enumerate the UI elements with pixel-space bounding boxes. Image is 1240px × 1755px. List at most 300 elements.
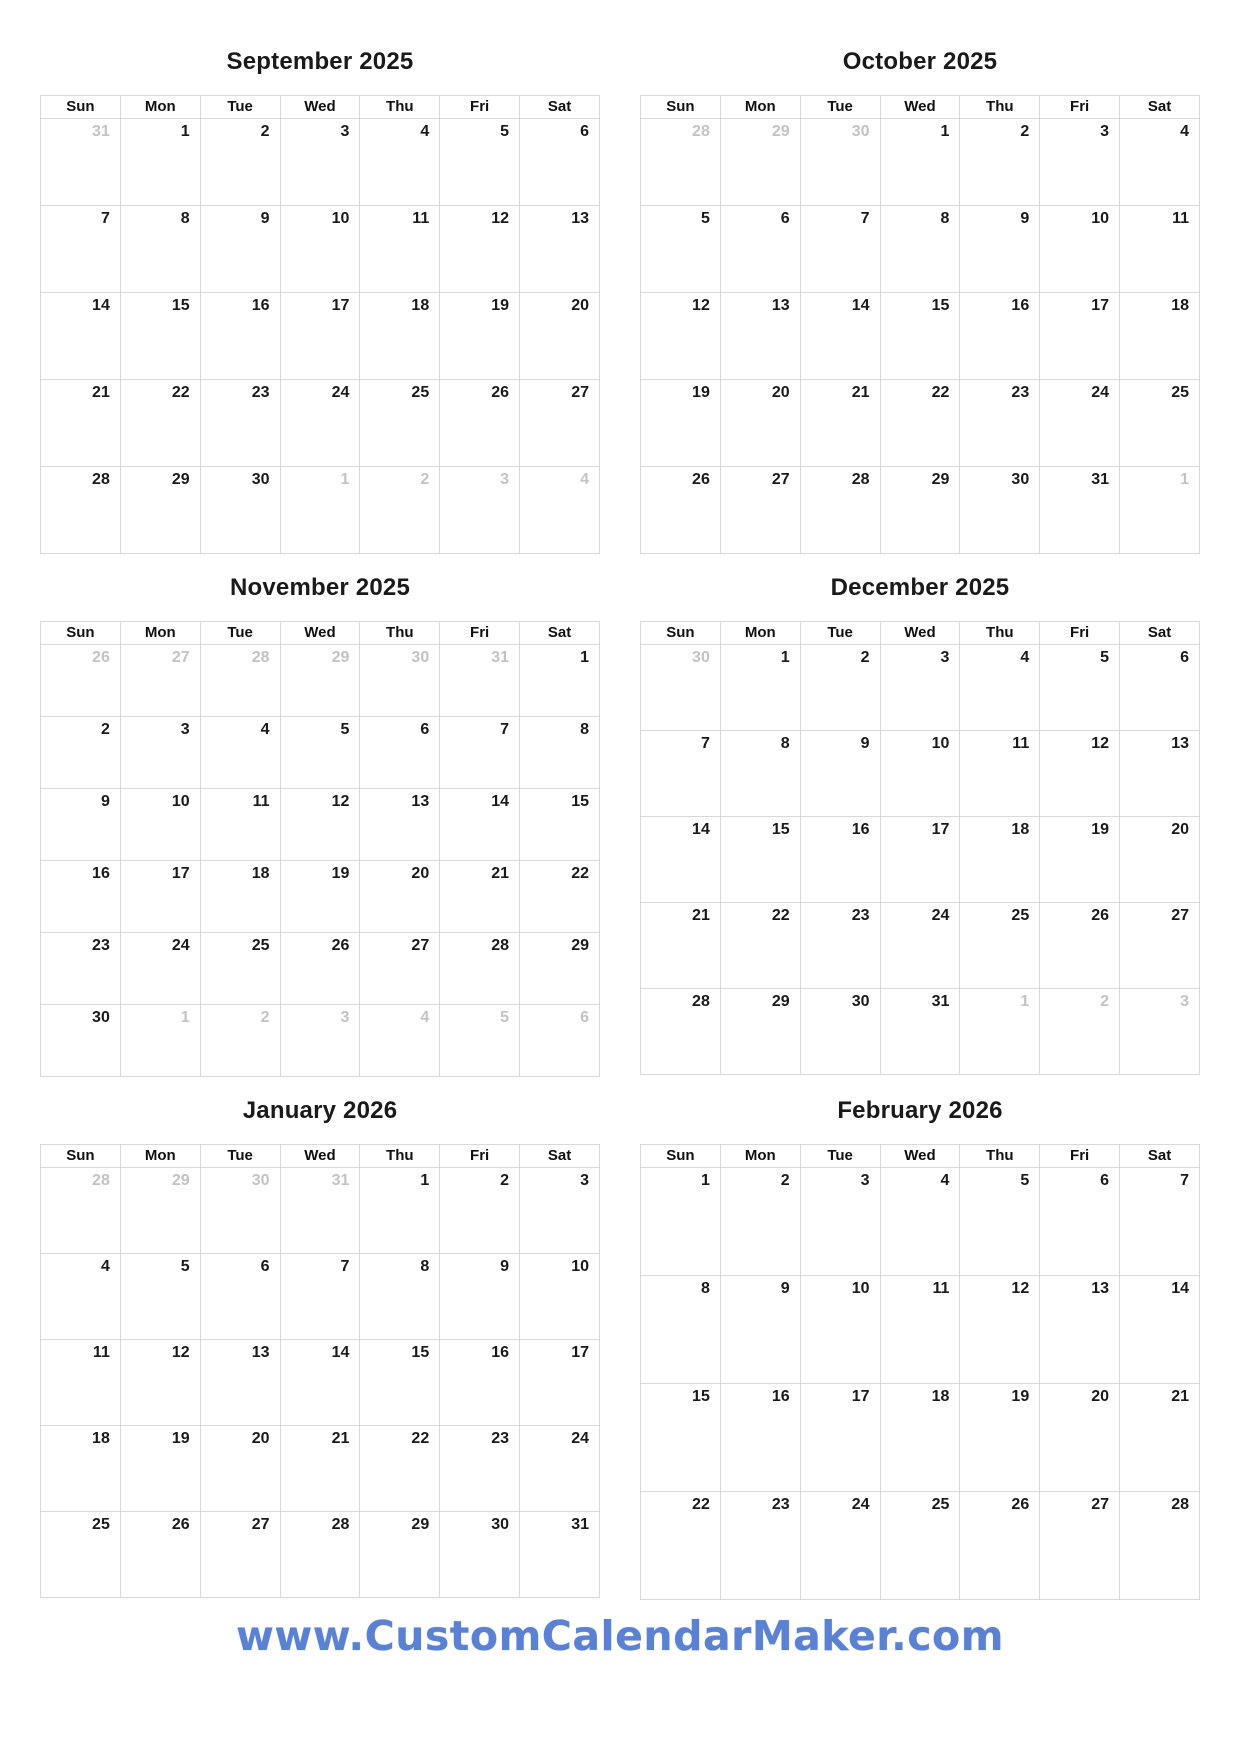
month-grid xyxy=(640,1144,1200,1600)
week-row xyxy=(641,645,1200,731)
day-cell: 24 xyxy=(800,1492,880,1600)
day-cell: 22 xyxy=(880,380,960,467)
day-cell: 6 xyxy=(720,206,800,293)
day-cell: 27 xyxy=(200,1512,280,1598)
day-cell-adjacent-month: 2 xyxy=(1040,989,1120,1075)
day-cell: 2 xyxy=(200,119,280,206)
week-row xyxy=(641,467,1200,554)
weekday-header-row xyxy=(641,96,1200,119)
day-cell: 20 xyxy=(720,380,800,467)
day-cell: 3 xyxy=(120,717,200,789)
weekday-header-wed: Wed xyxy=(280,622,360,645)
week-row xyxy=(641,817,1200,903)
day-cell-adjacent-month: 1 xyxy=(120,1005,200,1077)
day-cell: 4 xyxy=(960,645,1040,731)
day-cell: 29 xyxy=(720,989,800,1075)
day-cell: 18 xyxy=(41,1426,121,1512)
day-cell: 7 xyxy=(440,717,520,789)
day-cell: 20 xyxy=(1040,1384,1120,1492)
day-cell: 27 xyxy=(1120,903,1200,989)
weekday-header-fri: Fri xyxy=(1040,1145,1120,1168)
day-cell: 13 xyxy=(720,293,800,380)
day-cell: 27 xyxy=(720,467,800,554)
week-row xyxy=(641,1168,1200,1276)
day-cell-adjacent-month: 31 xyxy=(280,1168,360,1254)
day-cell: 15 xyxy=(520,789,600,861)
day-cell-adjacent-month: 28 xyxy=(41,1168,121,1254)
day-cell: 19 xyxy=(641,380,721,467)
day-cell: 5 xyxy=(960,1168,1040,1276)
day-cell: 26 xyxy=(1040,903,1120,989)
day-cell: 18 xyxy=(200,861,280,933)
day-cell: 5 xyxy=(440,119,520,206)
month-grid xyxy=(40,621,600,1077)
day-cell: 14 xyxy=(1120,1276,1200,1384)
day-cell-adjacent-month: 28 xyxy=(641,119,721,206)
day-cell: 19 xyxy=(120,1426,200,1512)
day-cell: 12 xyxy=(120,1340,200,1426)
day-cell: 16 xyxy=(200,293,280,380)
day-cell-adjacent-month: 5 xyxy=(440,1005,520,1077)
day-cell-adjacent-month: 29 xyxy=(280,645,360,717)
weekday-header-tue: Tue xyxy=(200,622,280,645)
day-cell: 2 xyxy=(41,717,121,789)
week-row xyxy=(641,206,1200,293)
month-title: January 2026 xyxy=(242,1096,398,1124)
day-cell: 17 xyxy=(880,817,960,903)
day-cell: 9 xyxy=(41,789,121,861)
day-cell: 22 xyxy=(120,380,200,467)
day-cell: 12 xyxy=(1040,731,1120,817)
month-title: February 2026 xyxy=(837,1096,1003,1124)
month-february-2026 xyxy=(640,1077,1200,1600)
day-cell: 11 xyxy=(41,1340,121,1426)
day-cell: 7 xyxy=(41,206,121,293)
day-cell: 25 xyxy=(200,933,280,1005)
day-cell-adjacent-month: 1 xyxy=(1120,467,1200,554)
day-cell: 31 xyxy=(520,1512,600,1598)
day-cell: 26 xyxy=(960,1492,1040,1600)
day-cell-adjacent-month: 4 xyxy=(360,1005,440,1077)
day-cell: 26 xyxy=(280,933,360,1005)
weekday-header-thu: Thu xyxy=(960,1145,1040,1168)
day-cell: 28 xyxy=(440,933,520,1005)
day-cell: 30 xyxy=(960,467,1040,554)
day-cell: 20 xyxy=(1120,817,1200,903)
day-cell: 8 xyxy=(641,1276,721,1384)
day-cell: 30 xyxy=(800,989,880,1075)
day-cell: 23 xyxy=(440,1426,520,1512)
day-cell: 31 xyxy=(1040,467,1120,554)
day-cell-adjacent-month: 3 xyxy=(280,1005,360,1077)
day-cell-adjacent-month: 6 xyxy=(520,1005,600,1077)
day-cell: 25 xyxy=(960,903,1040,989)
day-cell: 24 xyxy=(1040,380,1120,467)
week-row xyxy=(41,206,600,293)
week-row xyxy=(41,1512,600,1598)
day-cell-adjacent-month: 2 xyxy=(200,1005,280,1077)
week-row xyxy=(41,467,600,554)
weekday-header-wed: Wed xyxy=(280,1145,360,1168)
day-cell: 21 xyxy=(800,380,880,467)
day-cell: 9 xyxy=(440,1254,520,1340)
day-cell: 19 xyxy=(440,293,520,380)
day-cell: 6 xyxy=(200,1254,280,1340)
week-row xyxy=(41,861,600,933)
day-cell-adjacent-month: 30 xyxy=(641,645,721,731)
day-cell-adjacent-month: 31 xyxy=(440,645,520,717)
week-row xyxy=(641,903,1200,989)
day-cell: 8 xyxy=(880,206,960,293)
day-cell: 28 xyxy=(1120,1492,1200,1600)
month-grid xyxy=(640,621,1200,1075)
day-cell: 26 xyxy=(440,380,520,467)
day-cell-adjacent-month: 31 xyxy=(41,119,121,206)
week-row xyxy=(641,293,1200,380)
month-october-2025 xyxy=(640,28,1200,554)
week-row xyxy=(41,789,600,861)
weekday-header-sun: Sun xyxy=(641,622,721,645)
day-cell: 7 xyxy=(641,731,721,817)
day-cell: 2 xyxy=(440,1168,520,1254)
weekday-header-thu: Thu xyxy=(960,622,1040,645)
week-row xyxy=(641,989,1200,1075)
day-cell-adjacent-month: 27 xyxy=(120,645,200,717)
day-cell: 10 xyxy=(120,789,200,861)
weekday-header-mon: Mon xyxy=(720,622,800,645)
day-cell: 21 xyxy=(280,1426,360,1512)
day-cell: 14 xyxy=(280,1340,360,1426)
day-cell: 10 xyxy=(1040,206,1120,293)
day-cell: 19 xyxy=(280,861,360,933)
weekday-header-tue: Tue xyxy=(800,1145,880,1168)
day-cell: 13 xyxy=(1040,1276,1120,1384)
day-cell: 14 xyxy=(440,789,520,861)
day-cell: 17 xyxy=(120,861,200,933)
weekday-header-sat: Sat xyxy=(520,96,600,119)
day-cell: 5 xyxy=(641,206,721,293)
weekday-header-mon: Mon xyxy=(120,622,200,645)
day-cell: 19 xyxy=(960,1384,1040,1492)
weekday-header-sun: Sun xyxy=(641,96,721,119)
weekday-header-sat: Sat xyxy=(1120,622,1200,645)
day-cell: 1 xyxy=(641,1168,721,1276)
weekday-header-wed: Wed xyxy=(880,622,960,645)
day-cell-adjacent-month: 29 xyxy=(120,1168,200,1254)
day-cell: 16 xyxy=(440,1340,520,1426)
day-cell: 9 xyxy=(200,206,280,293)
day-cell: 21 xyxy=(41,380,121,467)
day-cell: 27 xyxy=(360,933,440,1005)
day-cell: 10 xyxy=(280,206,360,293)
day-cell: 11 xyxy=(960,731,1040,817)
day-cell: 27 xyxy=(1040,1492,1120,1600)
week-row xyxy=(41,717,600,789)
day-cell: 4 xyxy=(200,717,280,789)
weekday-header-sat: Sat xyxy=(520,1145,600,1168)
weekday-header-row xyxy=(641,622,1200,645)
day-cell-adjacent-month: 1 xyxy=(280,467,360,554)
day-cell: 21 xyxy=(1120,1384,1200,1492)
week-row xyxy=(41,1005,600,1077)
day-cell: 22 xyxy=(720,903,800,989)
day-cell: 25 xyxy=(880,1492,960,1600)
day-cell: 4 xyxy=(1120,119,1200,206)
day-cell: 11 xyxy=(360,206,440,293)
day-cell: 29 xyxy=(120,467,200,554)
day-cell: 10 xyxy=(520,1254,600,1340)
month-title: September 2025 xyxy=(226,47,414,75)
day-cell: 12 xyxy=(641,293,721,380)
weekday-header-wed: Wed xyxy=(880,1145,960,1168)
month-november-2025 xyxy=(40,554,600,1077)
day-cell: 17 xyxy=(520,1340,600,1426)
day-cell-adjacent-month: 28 xyxy=(200,645,280,717)
day-cell: 2 xyxy=(720,1168,800,1276)
day-cell: 29 xyxy=(520,933,600,1005)
day-cell: 23 xyxy=(720,1492,800,1600)
month-title: October 2025 xyxy=(842,47,998,75)
day-cell: 7 xyxy=(280,1254,360,1340)
day-cell: 6 xyxy=(1040,1168,1120,1276)
day-cell: 9 xyxy=(720,1276,800,1384)
weekday-header-tue: Tue xyxy=(800,622,880,645)
day-cell: 1 xyxy=(360,1168,440,1254)
weekday-header-tue: Tue xyxy=(800,96,880,119)
weekday-header-fri: Fri xyxy=(440,96,520,119)
weekday-header-fri: Fri xyxy=(1040,96,1120,119)
day-cell: 16 xyxy=(720,1384,800,1492)
day-cell: 21 xyxy=(641,903,721,989)
day-cell: 14 xyxy=(800,293,880,380)
weekday-header-thu: Thu xyxy=(360,622,440,645)
day-cell-adjacent-month: 2 xyxy=(360,467,440,554)
week-row xyxy=(41,293,600,380)
day-cell: 1 xyxy=(120,119,200,206)
day-cell: 2 xyxy=(800,645,880,731)
month-title: December 2025 xyxy=(830,573,1010,601)
day-cell-adjacent-month: 26 xyxy=(41,645,121,717)
day-cell: 17 xyxy=(1040,293,1120,380)
day-cell: 8 xyxy=(520,717,600,789)
day-cell: 27 xyxy=(520,380,600,467)
watermark-url: www.CustomCalendarMaker.com xyxy=(236,1612,1004,1660)
day-cell: 17 xyxy=(800,1384,880,1492)
day-cell: 20 xyxy=(520,293,600,380)
day-cell: 18 xyxy=(1120,293,1200,380)
day-cell: 18 xyxy=(880,1384,960,1492)
day-cell: 22 xyxy=(641,1492,721,1600)
day-cell: 29 xyxy=(360,1512,440,1598)
weekday-header-tue: Tue xyxy=(200,1145,280,1168)
month-grid xyxy=(640,95,1200,554)
day-cell: 13 xyxy=(1120,731,1200,817)
day-cell: 10 xyxy=(800,1276,880,1384)
day-cell: 14 xyxy=(41,293,121,380)
day-cell: 30 xyxy=(41,1005,121,1077)
week-row xyxy=(41,380,600,467)
day-cell: 11 xyxy=(200,789,280,861)
day-cell: 30 xyxy=(200,467,280,554)
weekday-header-mon: Mon xyxy=(120,1145,200,1168)
day-cell: 1 xyxy=(880,119,960,206)
weekday-header-thu: Thu xyxy=(960,96,1040,119)
day-cell: 24 xyxy=(880,903,960,989)
weekday-header-mon: Mon xyxy=(120,96,200,119)
week-row xyxy=(641,1492,1200,1600)
weekday-header-fri: Fri xyxy=(440,1145,520,1168)
day-cell-adjacent-month: 29 xyxy=(720,119,800,206)
day-cell: 23 xyxy=(800,903,880,989)
weekday-header-wed: Wed xyxy=(880,96,960,119)
weekday-header-sun: Sun xyxy=(41,1145,121,1168)
day-cell: 17 xyxy=(280,293,360,380)
week-row xyxy=(641,1384,1200,1492)
day-cell: 3 xyxy=(880,645,960,731)
day-cell: 8 xyxy=(120,206,200,293)
week-row xyxy=(641,380,1200,467)
weekday-header-sun: Sun xyxy=(41,622,121,645)
day-cell-adjacent-month: 30 xyxy=(800,119,880,206)
day-cell: 15 xyxy=(880,293,960,380)
day-cell: 6 xyxy=(520,119,600,206)
month-december-2025 xyxy=(640,554,1200,1077)
day-cell: 13 xyxy=(360,789,440,861)
weekday-header-wed: Wed xyxy=(280,96,360,119)
day-cell: 25 xyxy=(360,380,440,467)
day-cell: 5 xyxy=(120,1254,200,1340)
day-cell: 16 xyxy=(800,817,880,903)
day-cell: 20 xyxy=(360,861,440,933)
day-cell: 3 xyxy=(280,119,360,206)
day-cell: 7 xyxy=(800,206,880,293)
week-row xyxy=(41,1340,600,1426)
weekday-header-sun: Sun xyxy=(641,1145,721,1168)
day-cell: 30 xyxy=(440,1512,520,1598)
day-cell: 22 xyxy=(520,861,600,933)
day-cell: 12 xyxy=(960,1276,1040,1384)
day-cell: 28 xyxy=(800,467,880,554)
day-cell: 24 xyxy=(520,1426,600,1512)
day-cell: 10 xyxy=(880,731,960,817)
day-cell: 7 xyxy=(1120,1168,1200,1276)
day-cell: 3 xyxy=(520,1168,600,1254)
day-cell: 20 xyxy=(200,1426,280,1512)
week-row xyxy=(41,933,600,1005)
day-cell: 31 xyxy=(880,989,960,1075)
day-cell: 23 xyxy=(41,933,121,1005)
weekday-header-tue: Tue xyxy=(200,96,280,119)
day-cell: 8 xyxy=(720,731,800,817)
week-row xyxy=(41,1426,600,1512)
weekday-header-mon: Mon xyxy=(720,96,800,119)
day-cell: 5 xyxy=(1040,645,1120,731)
day-cell: 2 xyxy=(960,119,1040,206)
weekday-header-row xyxy=(641,1145,1200,1168)
week-row xyxy=(641,1276,1200,1384)
day-cell: 11 xyxy=(880,1276,960,1384)
day-cell: 28 xyxy=(280,1512,360,1598)
day-cell: 5 xyxy=(280,717,360,789)
weekday-header-row xyxy=(41,1145,600,1168)
day-cell: 15 xyxy=(120,293,200,380)
day-cell: 12 xyxy=(280,789,360,861)
week-row xyxy=(41,1254,600,1340)
day-cell: 14 xyxy=(641,817,721,903)
day-cell: 18 xyxy=(960,817,1040,903)
day-cell: 23 xyxy=(960,380,1040,467)
day-cell: 28 xyxy=(41,467,121,554)
weekday-header-fri: Fri xyxy=(1040,622,1120,645)
weekday-header-thu: Thu xyxy=(360,96,440,119)
weekday-header-mon: Mon xyxy=(720,1145,800,1168)
day-cell: 1 xyxy=(720,645,800,731)
week-row xyxy=(641,119,1200,206)
month-january-2026 xyxy=(40,1077,600,1600)
weekday-header-sat: Sat xyxy=(1120,96,1200,119)
day-cell-adjacent-month: 3 xyxy=(1120,989,1200,1075)
weekday-header-thu: Thu xyxy=(360,1145,440,1168)
day-cell-adjacent-month: 1 xyxy=(960,989,1040,1075)
day-cell: 13 xyxy=(200,1340,280,1426)
day-cell: 13 xyxy=(520,206,600,293)
weekday-header-row xyxy=(41,622,600,645)
day-cell: 4 xyxy=(360,119,440,206)
month-september-2025 xyxy=(40,28,600,554)
day-cell: 16 xyxy=(41,861,121,933)
day-cell: 21 xyxy=(440,861,520,933)
week-row xyxy=(41,119,600,206)
week-row xyxy=(41,645,600,717)
month-title: November 2025 xyxy=(229,573,411,601)
day-cell: 22 xyxy=(360,1426,440,1512)
day-cell: 26 xyxy=(120,1512,200,1598)
day-cell: 25 xyxy=(1120,380,1200,467)
day-cell: 29 xyxy=(880,467,960,554)
day-cell: 19 xyxy=(1040,817,1120,903)
day-cell: 25 xyxy=(41,1512,121,1598)
day-cell: 26 xyxy=(641,467,721,554)
day-cell-adjacent-month: 3 xyxy=(440,467,520,554)
month-grid xyxy=(40,95,600,554)
day-cell: 24 xyxy=(280,380,360,467)
day-cell-adjacent-month: 30 xyxy=(200,1168,280,1254)
weekday-header-sat: Sat xyxy=(1120,1145,1200,1168)
day-cell: 23 xyxy=(200,380,280,467)
day-cell-adjacent-month: 4 xyxy=(520,467,600,554)
week-row xyxy=(641,731,1200,817)
week-row xyxy=(41,1168,600,1254)
day-cell: 3 xyxy=(1040,119,1120,206)
day-cell-adjacent-month: 30 xyxy=(360,645,440,717)
day-cell: 15 xyxy=(641,1384,721,1492)
day-cell: 4 xyxy=(880,1168,960,1276)
day-cell: 12 xyxy=(440,206,520,293)
weekday-header-row xyxy=(41,96,600,119)
day-cell: 8 xyxy=(360,1254,440,1340)
day-cell: 6 xyxy=(1120,645,1200,731)
day-cell: 16 xyxy=(960,293,1040,380)
day-cell: 4 xyxy=(41,1254,121,1340)
day-cell: 6 xyxy=(360,717,440,789)
day-cell: 18 xyxy=(360,293,440,380)
day-cell: 11 xyxy=(1120,206,1200,293)
weekday-header-sun: Sun xyxy=(41,96,121,119)
month-grid xyxy=(40,1144,600,1598)
day-cell: 15 xyxy=(360,1340,440,1426)
day-cell: 3 xyxy=(800,1168,880,1276)
day-cell: 15 xyxy=(720,817,800,903)
